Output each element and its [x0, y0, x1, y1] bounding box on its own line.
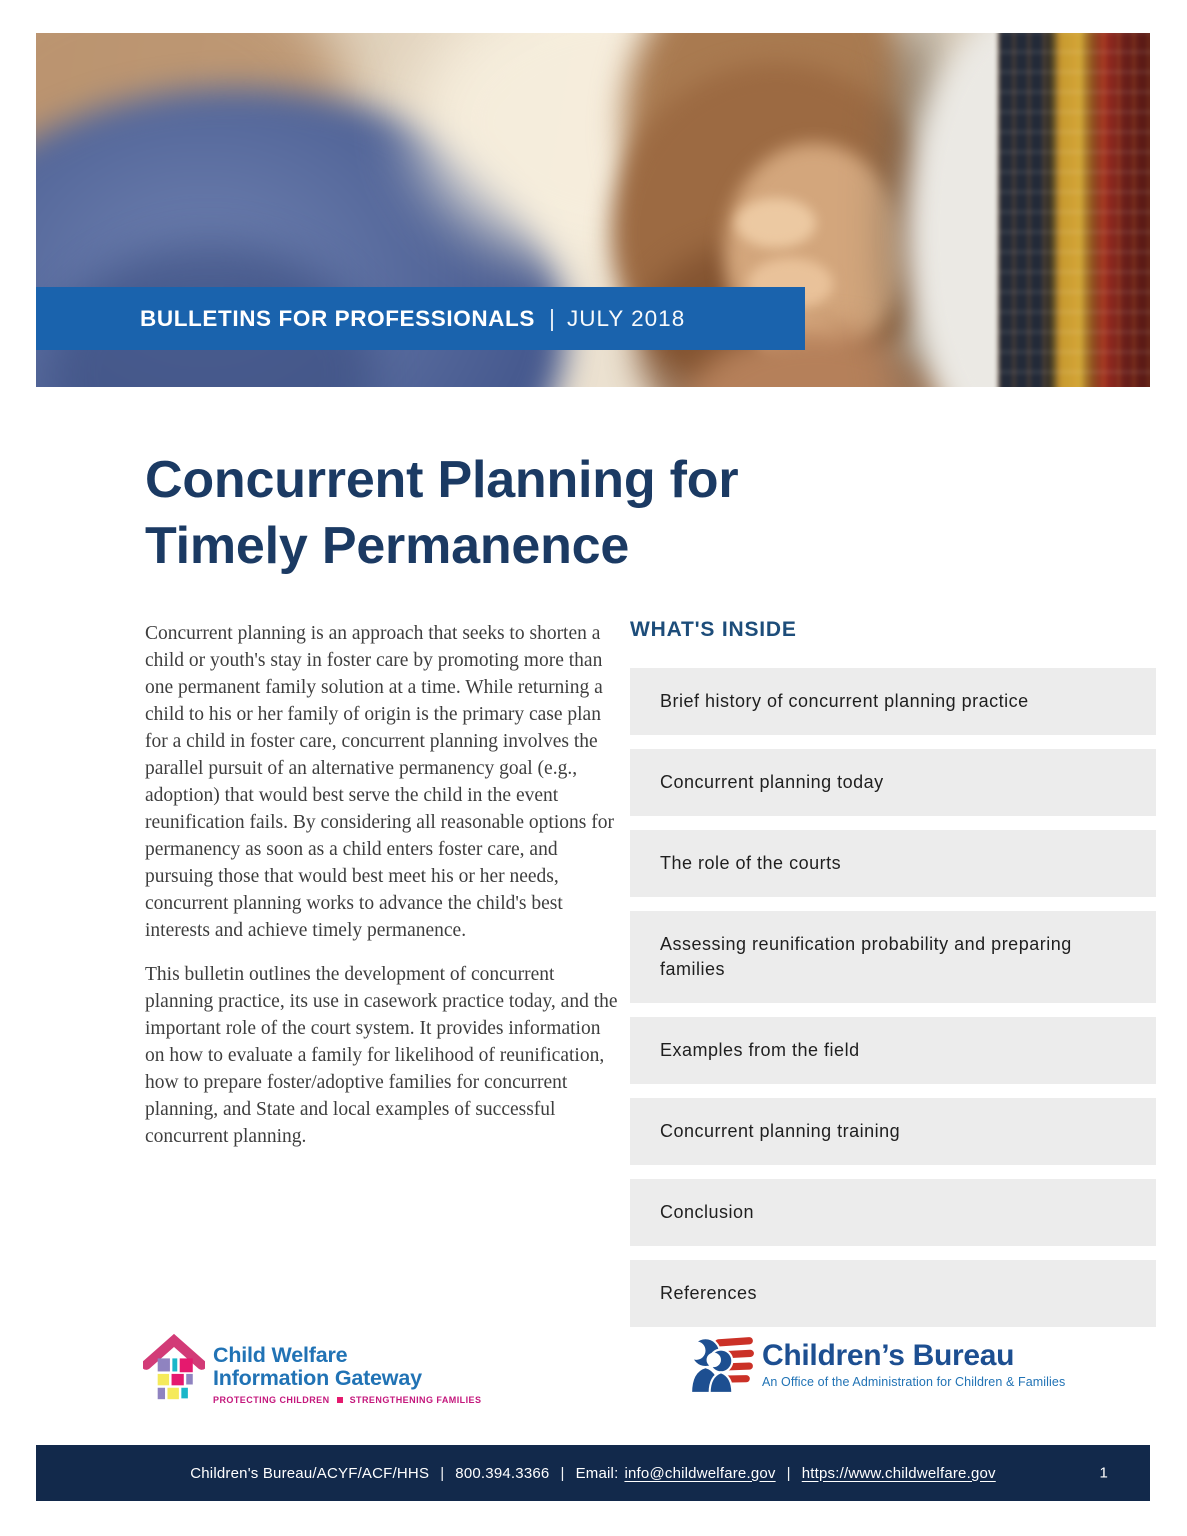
toc-item-planning-training[interactable]: Concurrent planning training: [630, 1098, 1156, 1165]
banner-separator: |: [548, 305, 555, 331]
series-banner: [36, 287, 805, 350]
photo-plaid-fabric: [998, 33, 1150, 387]
whats-inside-section: [630, 618, 1156, 1341]
cwig-logo: [143, 1330, 481, 1408]
page-title-line1: Concurrent Planning for: [145, 451, 739, 509]
toc-item-conclusion[interactable]: Conclusion: [630, 1179, 1156, 1246]
photo-knuckle-highlight: [736, 198, 816, 248]
toc-item-role-of-courts[interactable]: The role of the courts: [630, 830, 1156, 897]
intro-paragraph-2: This bulletin outlines the development of concurrent planning practice, its use in casework practice today, and the important role of the court system. It provides information on how to evaluate a family for likelihood of reunification, how to prepare foster/adoptive families for concurrent planning, and State and local examples of successful concurrent planning.: [145, 964, 618, 1147]
page-title-line2: Timely Permanence: [145, 517, 630, 575]
series-title: BULLETINS FOR PROFESSIONALS: [140, 305, 535, 331]
toc-item-assessing-reunification[interactable]: Assessing reunification probability and preparing families: [630, 911, 1156, 1003]
footer-phone: 800.394.3366: [455, 1464, 550, 1482]
whats-inside-list: [630, 668, 1156, 1327]
page-title: [145, 447, 905, 579]
childrens-bureau-name: Children’s Bureau: [762, 1339, 1015, 1372]
cwig-logo-text: [213, 1330, 481, 1405]
cwig-house-icon: [143, 1330, 205, 1408]
footer-separator: |: [560, 1464, 565, 1482]
childrens-bureau-text: [762, 1328, 1065, 1389]
toc-item-brief-history[interactable]: Brief history of concurrent planning practice: [630, 668, 1156, 735]
intro-paragraph-1: Concurrent planning is an approach that seeks to shorten a child or youth's stay in foster care by promoting more than one permanent family solution at a time. While returning a child to his or her family of origin is the primary case plan for a child in foster care, concurrent planning involves the parallel pursuit of an alternative permanency goal (e.g., adoption) that would best serve the child in the event reunification fails. By considering all reasonable options for permanency as soon as a child enters foster care, and pursuing those that would best meet his or her needs, concurrent planning works to advance the child's best interests and achieve timely permanence.: [145, 623, 614, 941]
intro-text: [145, 620, 619, 1150]
cwig-tagline: [213, 1395, 481, 1405]
footer-email-link[interactable]: info@childwelfare.gov: [624, 1464, 776, 1482]
page-number: 1: [1099, 1464, 1108, 1482]
footer-separator: |: [786, 1464, 791, 1482]
childrens-bureau-icon: [688, 1328, 756, 1400]
footer-org: Children's Bureau/ACYF/ACF/HHS: [190, 1464, 430, 1482]
tagline-separator-square: [337, 1397, 343, 1403]
toc-item-planning-today[interactable]: Concurrent planning today: [630, 749, 1156, 816]
footer-email-label: Email:: [575, 1464, 619, 1482]
whats-inside-heading: WHAT'S INSIDE: [630, 618, 797, 641]
footer-separator: |: [440, 1464, 445, 1482]
childrens-bureau-logo: [688, 1328, 1065, 1400]
toc-item-examples-field[interactable]: Examples from the field: [630, 1017, 1156, 1084]
cwig-name-line1: Child Welfare: [213, 1343, 348, 1367]
childrens-bureau-subtitle: An Office of the Administration for Children & Families: [762, 1375, 1066, 1389]
cwig-tagline-left: PROTECTING CHILDREN: [213, 1395, 330, 1405]
cwig-tagline-right: STRENGTHENING FAMILIES: [349, 1395, 482, 1405]
footer-bar: [36, 1445, 1150, 1501]
toc-item-references[interactable]: References: [630, 1260, 1156, 1327]
issue-date: JULY 2018: [566, 305, 686, 331]
cwig-name-line2: Information Gateway: [213, 1366, 422, 1390]
footer-url-link[interactable]: https://www.childwelfare.gov: [801, 1464, 996, 1482]
